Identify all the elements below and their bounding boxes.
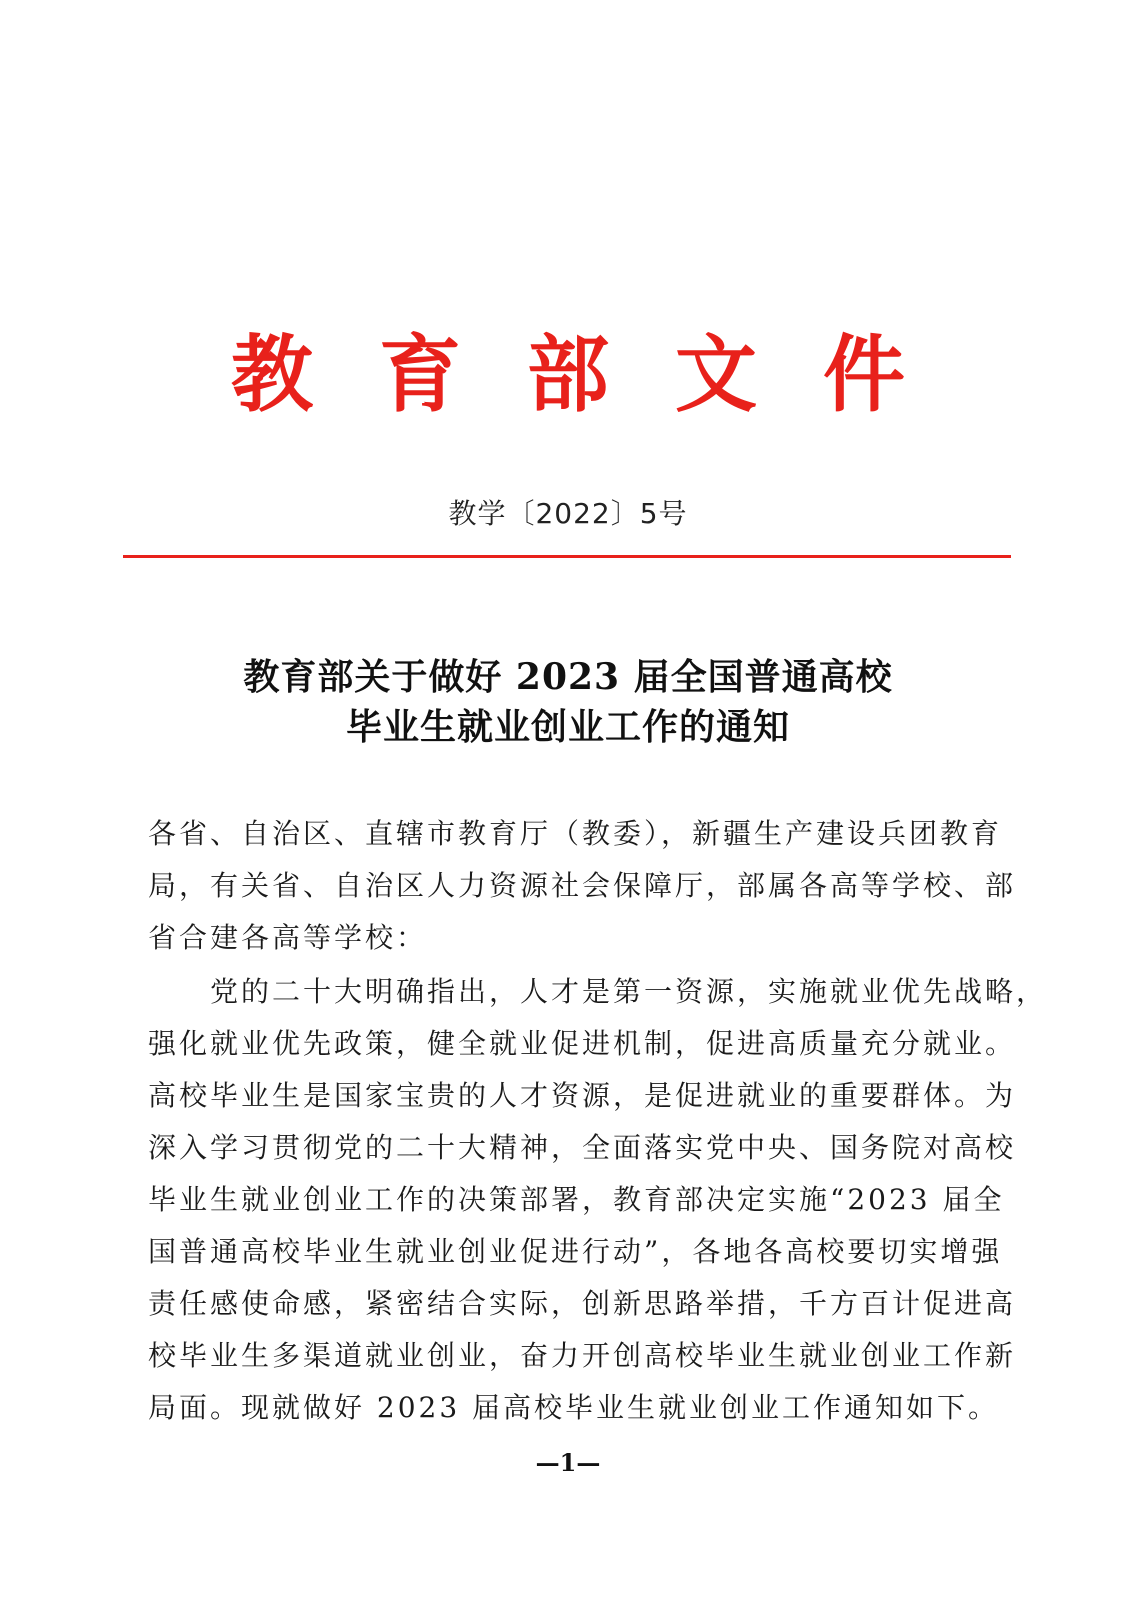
paragraph-line: 党的二十大明确指出，人才是第一资源，实施就业优先战略， [148, 975, 1048, 1008]
masthead-char: 件 [823, 326, 906, 424]
addressee-line: 局，有关省、自治区人力资源社会保障厅，部属各高等学校、部 [148, 869, 1017, 902]
paragraph-line: 责任感使命感，紧密结合实际，创新思路举措，千方百计促进高 [148, 1287, 1017, 1320]
body-paragraph [148, 966, 1048, 1434]
addressee-line: 省合建各高等学校： [148, 921, 428, 954]
paragraph-line: 深入学习贯彻党的二十大精神，全面落实党中央、国务院对高校 [148, 1131, 1017, 1164]
paragraph-line: 高校毕业生是国家宝贵的人才资源，是促进就业的重要群体。为 [148, 1079, 1017, 1112]
title-line: 教育部关于做好 2023 届全国普通高校 [243, 656, 893, 698]
masthead-char: 育 [379, 326, 462, 424]
document-title [0, 652, 1136, 752]
addressee-line: 各省、自治区、直辖市教育厅（教委），新疆生产建设兵团教育 [148, 817, 1003, 850]
paragraph-line: 毕业生就业创业工作的决策部署，教育部决定实施“2023 届全 [148, 1183, 1005, 1216]
paragraph-line: 强化就业优先政策，健全就业促进机制，促进高质量充分就业。 [148, 1027, 1017, 1060]
document-number: 教学〔2022〕5号 [448, 497, 688, 530]
masthead-char: 教 [231, 326, 314, 424]
paragraph-line: 局面。现就做好 2023 届高校毕业生就业创业工作通知如下。 [148, 1391, 1000, 1424]
title-line: 毕业生就业创业工作的通知 [345, 706, 790, 748]
red-divider [123, 555, 1011, 558]
masthead-char: 部 [527, 326, 610, 424]
masthead-char: 文 [675, 326, 758, 424]
paragraph-line: 校毕业生多渠道就业创业，奋力开创高校毕业生就业创业工作新 [148, 1339, 1017, 1372]
paragraph-line: 国普通高校毕业生就业创业促进行动”，各地各高校要切实增强 [148, 1235, 1003, 1268]
addressee-block [148, 808, 1017, 964]
page-number: —1— [535, 1448, 601, 1477]
document-masthead [0, 318, 1136, 424]
